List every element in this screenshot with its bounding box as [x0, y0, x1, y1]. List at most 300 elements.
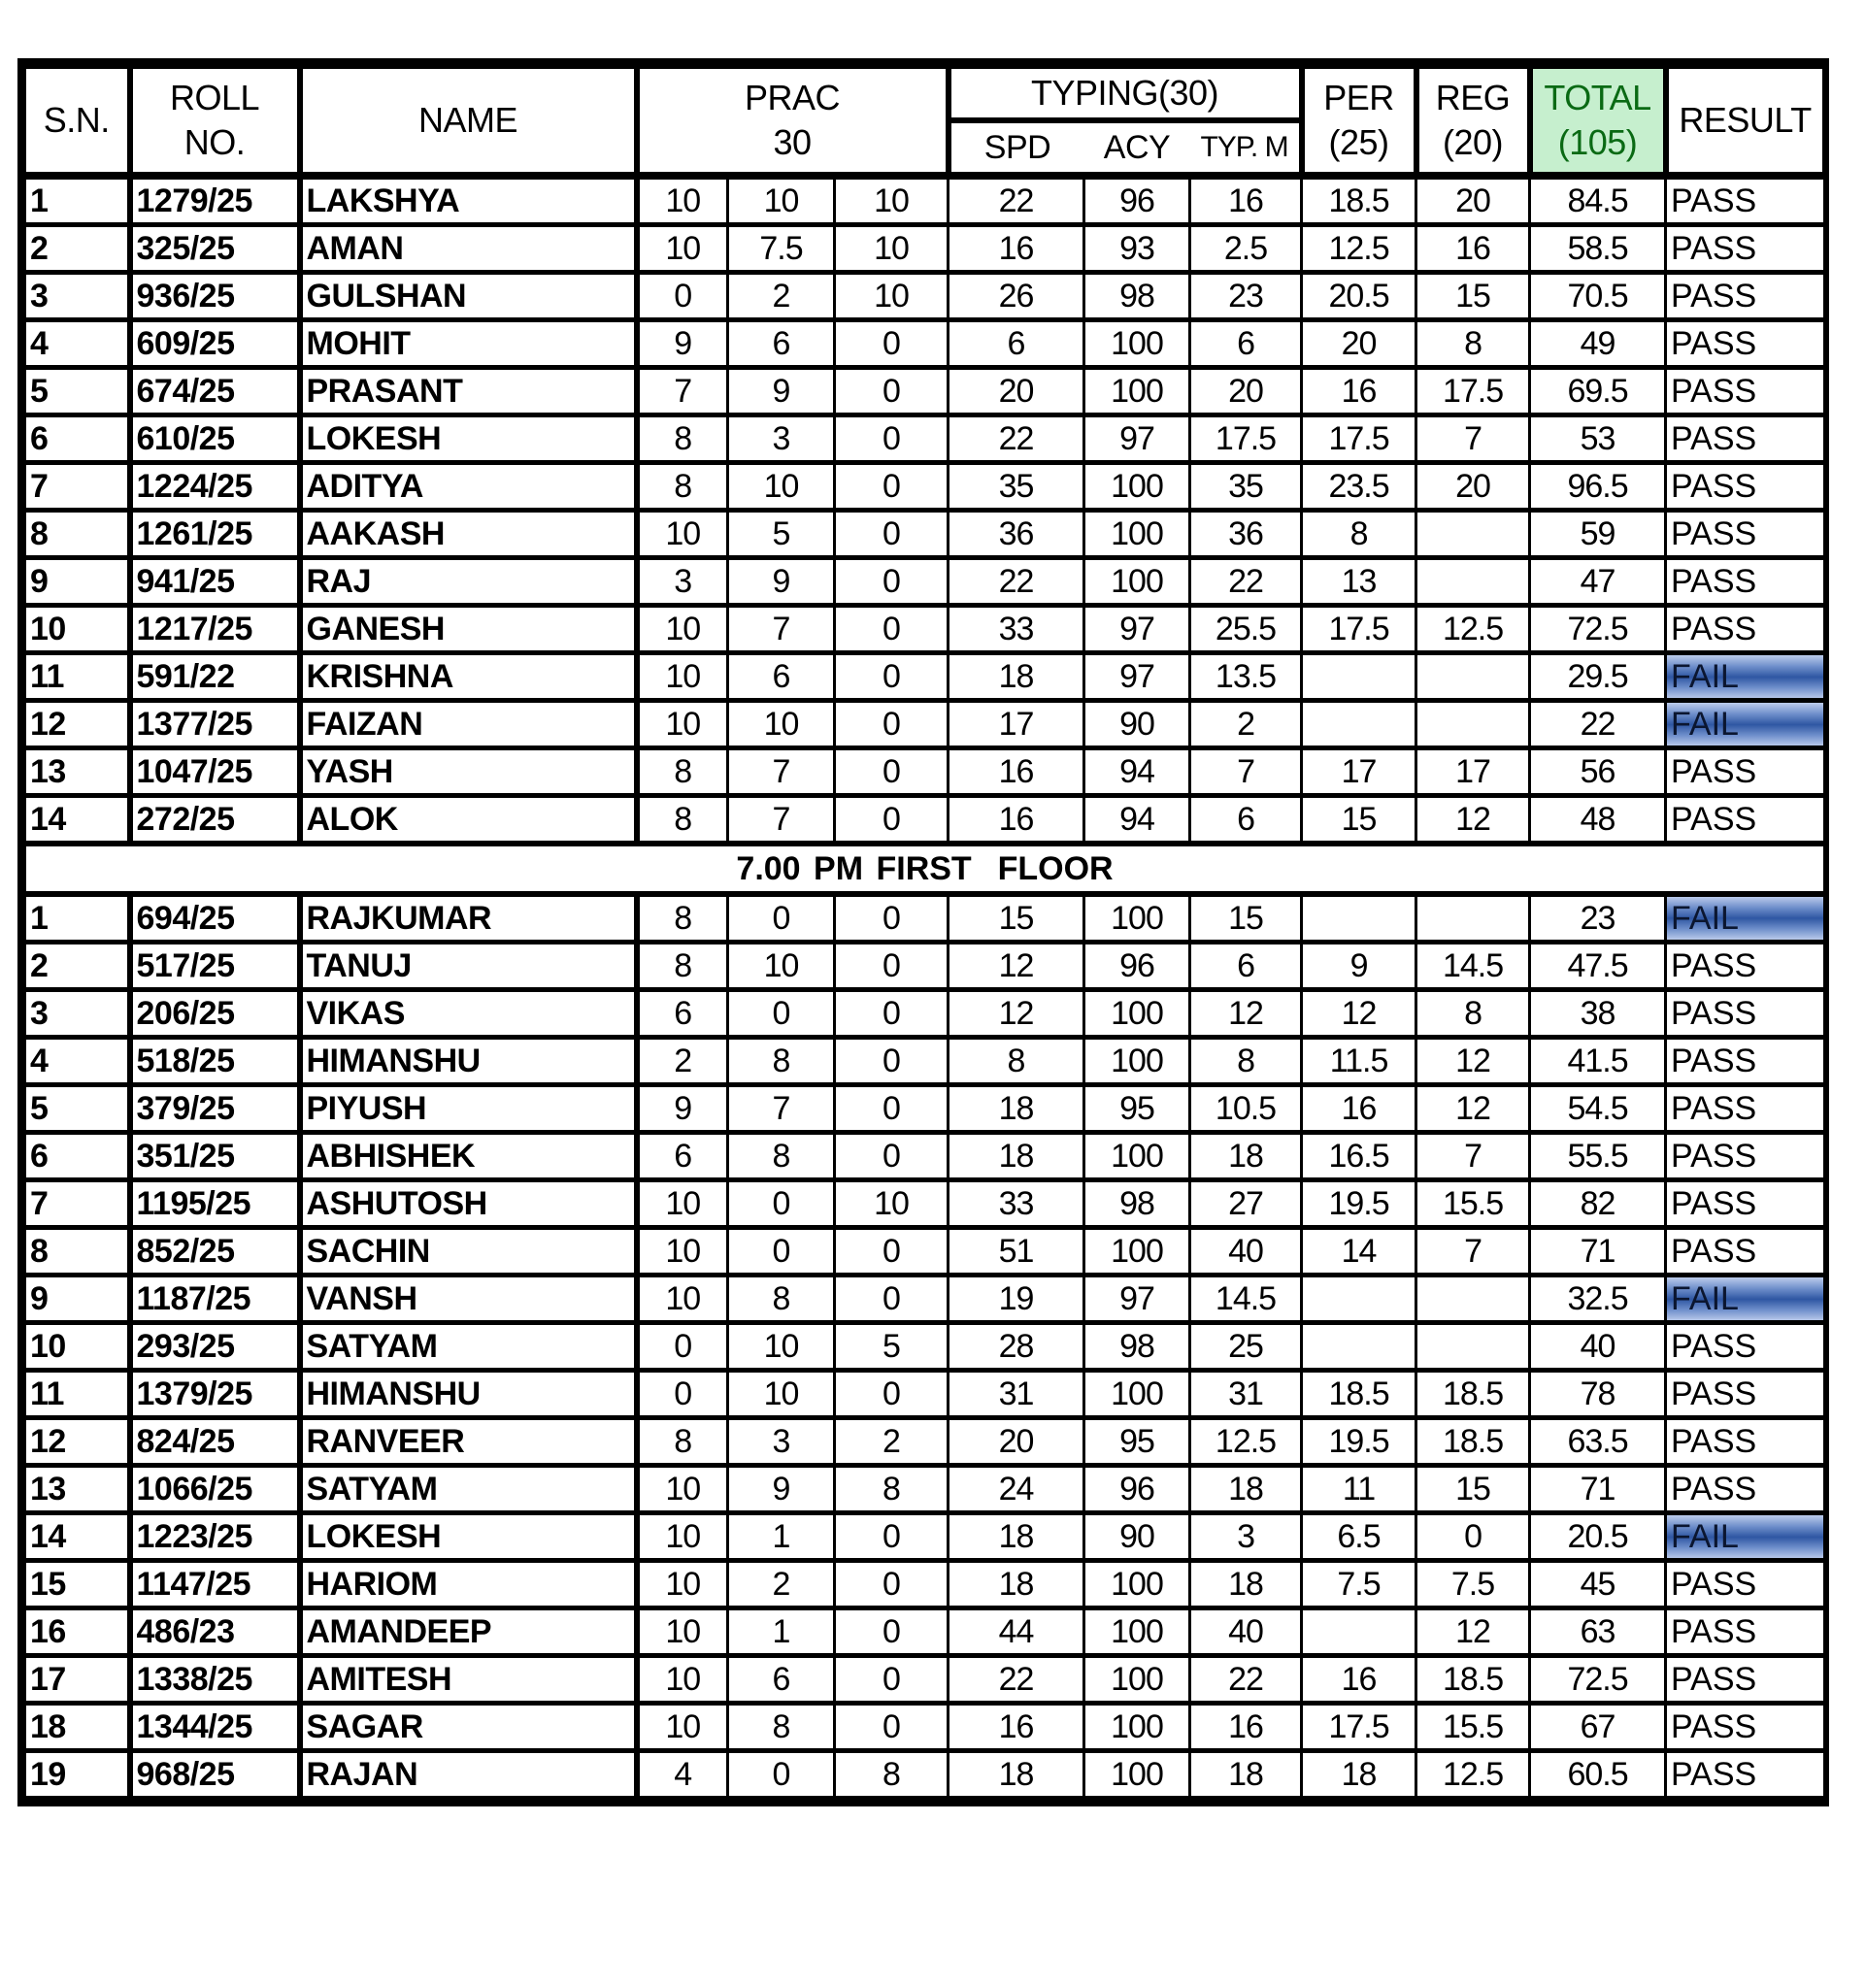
cell-p1: 0 — [637, 1323, 728, 1371]
cell-p3: 8 — [835, 1466, 949, 1513]
student-row — [25, 463, 1825, 511]
cell-roll: 272/25 — [130, 796, 300, 845]
cell-per: 11.5 — [1302, 1038, 1416, 1085]
cell-spd: 6 — [949, 320, 1084, 368]
cell-p3: 0 — [835, 1133, 949, 1180]
cell-name: YASH — [300, 748, 637, 796]
cell-name: AMITESH — [300, 1656, 637, 1704]
cell-typm: 22 — [1190, 558, 1302, 606]
cell-typm: 22 — [1190, 1656, 1302, 1704]
cell-total: 53 — [1530, 415, 1666, 463]
cell-p3: 0 — [835, 796, 949, 845]
cell-spd: 22 — [949, 558, 1084, 606]
cell-reg: 12 — [1416, 796, 1530, 845]
cell-result: FAIL — [1666, 1276, 1825, 1323]
cell-per: 19.5 — [1302, 1180, 1416, 1228]
cell-roll: 1344/25 — [130, 1704, 300, 1751]
cell-sn: 6 — [25, 415, 130, 463]
cell-spd: 19 — [949, 1276, 1084, 1323]
cell-total: 71 — [1530, 1466, 1666, 1513]
cell-total: 70.5 — [1530, 273, 1666, 320]
student-row — [25, 415, 1825, 463]
cell-sn: 4 — [25, 1038, 130, 1085]
cell-per: 16 — [1302, 1085, 1416, 1133]
cell-p2: 9 — [728, 558, 835, 606]
cell-roll: 1377/25 — [130, 701, 300, 748]
cell-p1: 10 — [637, 1228, 728, 1276]
student-row — [25, 368, 1825, 415]
cell-sn: 6 — [25, 1133, 130, 1180]
student-row — [25, 1180, 1825, 1228]
cell-spd: 20 — [949, 368, 1084, 415]
cell-per: 16 — [1302, 1656, 1416, 1704]
cell-name: LOKESH — [300, 1513, 637, 1561]
cell-p3: 0 — [835, 1704, 949, 1751]
cell-spd: 15 — [949, 894, 1084, 943]
cell-acy: 100 — [1084, 1656, 1190, 1704]
cell-sn: 10 — [25, 1323, 130, 1371]
cell-p2: 7 — [728, 796, 835, 845]
cell-name: ASHUTOSH — [300, 1180, 637, 1228]
cell-typm: 18 — [1190, 1133, 1302, 1180]
cell-p3: 5 — [835, 1323, 949, 1371]
student-row — [25, 273, 1825, 320]
cell-result: PASS — [1666, 1704, 1825, 1751]
cell-roll: 1338/25 — [130, 1656, 300, 1704]
cell-acy: 95 — [1084, 1418, 1190, 1466]
header-per — [1302, 67, 1416, 177]
cell-spd: 16 — [949, 225, 1084, 273]
cell-name: AMANDEEP — [300, 1608, 637, 1656]
cell-name: VANSH — [300, 1276, 637, 1323]
cell-per: 9 — [1302, 943, 1416, 990]
cell-p2: 10 — [728, 701, 835, 748]
student-row — [25, 225, 1825, 273]
cell-per: 17.5 — [1302, 1704, 1416, 1751]
cell-reg: 20 — [1416, 463, 1530, 511]
cell-spd: 31 — [949, 1371, 1084, 1418]
cell-roll: 1147/25 — [130, 1561, 300, 1608]
student-row — [25, 1276, 1825, 1323]
cell-sn: 7 — [25, 1180, 130, 1228]
header-total — [1530, 67, 1666, 177]
header-typing-group: TYPING(30) — [949, 67, 1302, 121]
student-row — [25, 1513, 1825, 1561]
cell-p3: 0 — [835, 653, 949, 701]
cell-result: PASS — [1666, 511, 1825, 558]
header-sn: S.N. — [25, 67, 130, 177]
cell-spd: 20 — [949, 1418, 1084, 1466]
cell-result: PASS — [1666, 225, 1825, 273]
cell-acy: 100 — [1084, 1704, 1190, 1751]
cell-typm: 2 — [1190, 701, 1302, 748]
cell-p1: 10 — [637, 1561, 728, 1608]
cell-result: PASS — [1666, 1751, 1825, 1799]
cell-name: SATYAM — [300, 1466, 637, 1513]
cell-per — [1302, 1323, 1416, 1371]
cell-sn: 12 — [25, 1418, 130, 1466]
cell-acy: 96 — [1084, 943, 1190, 990]
cell-acy: 98 — [1084, 1180, 1190, 1228]
cell-acy: 93 — [1084, 225, 1190, 273]
section-title: 7.00 PM FIRST FLOOR — [25, 844, 1825, 894]
cell-result: FAIL — [1666, 1513, 1825, 1561]
header-reg-line2: (20) — [1443, 122, 1504, 162]
cell-p1: 9 — [637, 1085, 728, 1133]
cell-typm: 14.5 — [1190, 1276, 1302, 1323]
cell-spd: 22 — [949, 176, 1084, 225]
cell-p3: 0 — [835, 415, 949, 463]
cell-sn: 18 — [25, 1704, 130, 1751]
cell-p1: 10 — [637, 511, 728, 558]
cell-p3: 0 — [835, 511, 949, 558]
cell-name: RAJ — [300, 558, 637, 606]
student-row — [25, 1608, 1825, 1656]
cell-sn: 16 — [25, 1608, 130, 1656]
cell-result: PASS — [1666, 796, 1825, 845]
cell-per: 7.5 — [1302, 1561, 1416, 1608]
cell-result: FAIL — [1666, 894, 1825, 943]
cell-spd: 18 — [949, 1561, 1084, 1608]
cell-p1: 10 — [637, 225, 728, 273]
cell-per: 23.5 — [1302, 463, 1416, 511]
cell-typm: 23 — [1190, 273, 1302, 320]
cell-p2: 10 — [728, 1371, 835, 1418]
header-typ-m: TYP. M — [1190, 120, 1302, 176]
cell-sn: 5 — [25, 368, 130, 415]
cell-total: 84.5 — [1530, 176, 1666, 225]
cell-total: 20.5 — [1530, 1513, 1666, 1561]
header-per-line1: PER — [1323, 78, 1394, 117]
cell-acy: 100 — [1084, 320, 1190, 368]
cell-sn: 2 — [25, 943, 130, 990]
cell-result: PASS — [1666, 320, 1825, 368]
header-prac — [637, 67, 949, 177]
cell-p1: 10 — [637, 606, 728, 653]
cell-p1: 10 — [637, 1656, 728, 1704]
cell-reg: 17 — [1416, 748, 1530, 796]
cell-total: 72.5 — [1530, 1656, 1666, 1704]
cell-total: 56 — [1530, 748, 1666, 796]
cell-roll: 936/25 — [130, 273, 300, 320]
cell-p1: 10 — [637, 701, 728, 748]
student-row — [25, 653, 1825, 701]
cell-per: 19.5 — [1302, 1418, 1416, 1466]
cell-name: SAGAR — [300, 1704, 637, 1751]
cell-typm: 18 — [1190, 1561, 1302, 1608]
cell-result: PASS — [1666, 368, 1825, 415]
cell-spd: 44 — [949, 1608, 1084, 1656]
cell-acy: 97 — [1084, 1276, 1190, 1323]
cell-spd: 18 — [949, 1085, 1084, 1133]
cell-p2: 10 — [728, 1323, 835, 1371]
cell-name: HIMANSHU — [300, 1038, 637, 1085]
cell-roll: 968/25 — [130, 1751, 300, 1799]
cell-acy: 100 — [1084, 1608, 1190, 1656]
cell-spd: 18 — [949, 653, 1084, 701]
cell-total: 32.5 — [1530, 1276, 1666, 1323]
cell-per: 11 — [1302, 1466, 1416, 1513]
cell-total: 49 — [1530, 320, 1666, 368]
cell-name: AAKASH — [300, 511, 637, 558]
cell-total: 67 — [1530, 1704, 1666, 1751]
cell-result: PASS — [1666, 1371, 1825, 1418]
cell-name: AMAN — [300, 225, 637, 273]
student-row — [25, 320, 1825, 368]
cell-roll: 1379/25 — [130, 1371, 300, 1418]
cell-p3: 0 — [835, 1608, 949, 1656]
student-row — [25, 943, 1825, 990]
cell-total: 96.5 — [1530, 463, 1666, 511]
cell-p3: 0 — [835, 894, 949, 943]
cell-roll: 1279/25 — [130, 176, 300, 225]
cell-result: FAIL — [1666, 653, 1825, 701]
cell-result: FAIL — [1666, 701, 1825, 748]
cell-total: 47.5 — [1530, 943, 1666, 990]
cell-typm: 16 — [1190, 176, 1302, 225]
cell-p1: 3 — [637, 558, 728, 606]
cell-spd: 18 — [949, 1751, 1084, 1799]
cell-result: PASS — [1666, 1038, 1825, 1085]
cell-p2: 1 — [728, 1608, 835, 1656]
cell-p1: 8 — [637, 415, 728, 463]
cell-name: PIYUSH — [300, 1085, 637, 1133]
cell-roll: 206/25 — [130, 990, 300, 1038]
header-reg-line1: REG — [1435, 78, 1511, 117]
cell-total: 41.5 — [1530, 1038, 1666, 1085]
cell-p2: 7.5 — [728, 225, 835, 273]
cell-sn: 12 — [25, 701, 130, 748]
section-title-row — [25, 844, 1825, 894]
student-row — [25, 701, 1825, 748]
cell-typm: 25.5 — [1190, 606, 1302, 653]
cell-p3: 0 — [835, 990, 949, 1038]
cell-p2: 0 — [728, 990, 835, 1038]
cell-result: PASS — [1666, 273, 1825, 320]
cell-result: PASS — [1666, 1085, 1825, 1133]
cell-roll: 852/25 — [130, 1228, 300, 1276]
cell-acy: 100 — [1084, 1371, 1190, 1418]
cell-p1: 10 — [637, 1466, 728, 1513]
cell-sn: 2 — [25, 225, 130, 273]
cell-roll: 609/25 — [130, 320, 300, 368]
student-row — [25, 1418, 1825, 1466]
cell-acy: 100 — [1084, 511, 1190, 558]
header-roll-line2: NO. — [183, 122, 246, 162]
cell-p2: 10 — [728, 943, 835, 990]
cell-roll: 486/23 — [130, 1608, 300, 1656]
cell-result: PASS — [1666, 1608, 1825, 1656]
cell-p1: 8 — [637, 748, 728, 796]
cell-roll: 379/25 — [130, 1085, 300, 1133]
cell-sn: 11 — [25, 653, 130, 701]
cell-per: 20.5 — [1302, 273, 1416, 320]
cell-typm: 12 — [1190, 990, 1302, 1038]
cell-roll: 1261/25 — [130, 511, 300, 558]
cell-p1: 10 — [637, 653, 728, 701]
cell-result: PASS — [1666, 415, 1825, 463]
cell-p2: 7 — [728, 1085, 835, 1133]
cell-p3: 8 — [835, 1751, 949, 1799]
cell-roll: 293/25 — [130, 1323, 300, 1371]
cell-spd: 12 — [949, 943, 1084, 990]
header-prac-line2: 30 — [773, 122, 812, 162]
cell-typm: 10.5 — [1190, 1085, 1302, 1133]
cell-p3: 0 — [835, 943, 949, 990]
cell-reg — [1416, 894, 1530, 943]
student-row — [25, 1323, 1825, 1371]
cell-p1: 10 — [637, 1513, 728, 1561]
cell-sn: 14 — [25, 1513, 130, 1561]
cell-typm: 2.5 — [1190, 225, 1302, 273]
cell-result: PASS — [1666, 943, 1825, 990]
cell-per: 14 — [1302, 1228, 1416, 1276]
cell-roll: 517/25 — [130, 943, 300, 990]
cell-per: 6.5 — [1302, 1513, 1416, 1561]
cell-p2: 7 — [728, 606, 835, 653]
cell-roll: 1047/25 — [130, 748, 300, 796]
cell-reg: 7 — [1416, 1133, 1530, 1180]
cell-total: 45 — [1530, 1561, 1666, 1608]
student-row — [25, 1085, 1825, 1133]
cell-sn: 5 — [25, 1085, 130, 1133]
cell-per — [1302, 1276, 1416, 1323]
cell-roll: 941/25 — [130, 558, 300, 606]
student-row — [25, 748, 1825, 796]
cell-p3: 0 — [835, 463, 949, 511]
cell-name: SACHIN — [300, 1228, 637, 1276]
cell-sn: 14 — [25, 796, 130, 845]
cell-name: KRISHNA — [300, 653, 637, 701]
cell-spd: 16 — [949, 748, 1084, 796]
student-row — [25, 894, 1825, 943]
cell-per: 17.5 — [1302, 606, 1416, 653]
student-row — [25, 606, 1825, 653]
cell-p1: 6 — [637, 990, 728, 1038]
cell-p1: 4 — [637, 1751, 728, 1799]
cell-p3: 0 — [835, 606, 949, 653]
cell-p2: 1 — [728, 1513, 835, 1561]
cell-p2: 0 — [728, 1180, 835, 1228]
cell-sn: 10 — [25, 606, 130, 653]
cell-acy: 100 — [1084, 1133, 1190, 1180]
cell-total: 60.5 — [1530, 1751, 1666, 1799]
cell-result: PASS — [1666, 1323, 1825, 1371]
header-result: RESULT — [1666, 67, 1825, 177]
header-roll-no — [130, 67, 300, 177]
cell-sn: 7 — [25, 463, 130, 511]
cell-name: LAKSHYA — [300, 176, 637, 225]
cell-spd: 16 — [949, 1704, 1084, 1751]
cell-total: 47 — [1530, 558, 1666, 606]
cell-p3: 10 — [835, 1180, 949, 1228]
student-row — [25, 1466, 1825, 1513]
cell-reg: 15 — [1416, 1466, 1530, 1513]
cell-reg: 20 — [1416, 176, 1530, 225]
cell-typm: 15 — [1190, 894, 1302, 943]
cell-p3: 0 — [835, 558, 949, 606]
cell-total: 59 — [1530, 511, 1666, 558]
cell-per: 18 — [1302, 1751, 1416, 1799]
cell-p3: 0 — [835, 1656, 949, 1704]
cell-p2: 6 — [728, 320, 835, 368]
cell-reg: 14.5 — [1416, 943, 1530, 990]
cell-name: VIKAS — [300, 990, 637, 1038]
cell-sn: 8 — [25, 511, 130, 558]
cell-typm: 12.5 — [1190, 1418, 1302, 1466]
cell-name: HARIOM — [300, 1561, 637, 1608]
header-total-line1: TOTAL — [1544, 78, 1651, 117]
cell-acy: 100 — [1084, 1561, 1190, 1608]
cell-acy: 98 — [1084, 273, 1190, 320]
cell-spd: 33 — [949, 606, 1084, 653]
cell-roll: 824/25 — [130, 1418, 300, 1466]
cell-p2: 9 — [728, 1466, 835, 1513]
cell-name: RAJKUMAR — [300, 894, 637, 943]
cell-typm: 25 — [1190, 1323, 1302, 1371]
cell-roll: 694/25 — [130, 894, 300, 943]
cell-name: HIMANSHU — [300, 1371, 637, 1418]
cell-sn: 13 — [25, 748, 130, 796]
cell-reg: 12.5 — [1416, 606, 1530, 653]
cell-roll: 610/25 — [130, 415, 300, 463]
cell-total: 22 — [1530, 701, 1666, 748]
cell-reg: 7 — [1416, 1228, 1530, 1276]
cell-per — [1302, 653, 1416, 701]
student-row — [25, 1228, 1825, 1276]
cell-result: PASS — [1666, 463, 1825, 511]
cell-result: PASS — [1666, 1418, 1825, 1466]
cell-total: 55.5 — [1530, 1133, 1666, 1180]
cell-p1: 8 — [637, 796, 728, 845]
cell-typm: 18 — [1190, 1751, 1302, 1799]
results-table — [23, 64, 1828, 1801]
cell-reg — [1416, 701, 1530, 748]
cell-p3: 0 — [835, 1228, 949, 1276]
cell-per: 8 — [1302, 511, 1416, 558]
student-row — [25, 176, 1825, 225]
cell-acy: 90 — [1084, 701, 1190, 748]
cell-total: 38 — [1530, 990, 1666, 1038]
cell-acy: 96 — [1084, 1466, 1190, 1513]
cell-typm: 16 — [1190, 1704, 1302, 1751]
cell-reg: 12 — [1416, 1608, 1530, 1656]
cell-spd: 17 — [949, 701, 1084, 748]
student-row — [25, 990, 1825, 1038]
cell-reg — [1416, 1276, 1530, 1323]
cell-sn: 11 — [25, 1371, 130, 1418]
cell-name: LOKESH — [300, 415, 637, 463]
cell-per: 12 — [1302, 990, 1416, 1038]
cell-total: 69.5 — [1530, 368, 1666, 415]
cell-p1: 0 — [637, 1371, 728, 1418]
cell-sn: 4 — [25, 320, 130, 368]
cell-name: ADITYA — [300, 463, 637, 511]
cell-total: 63.5 — [1530, 1418, 1666, 1466]
cell-acy: 97 — [1084, 415, 1190, 463]
cell-per: 15 — [1302, 796, 1416, 845]
header-row-top — [25, 67, 1825, 121]
cell-spd: 18 — [949, 1133, 1084, 1180]
cell-p2: 10 — [728, 176, 835, 225]
cell-per: 16 — [1302, 368, 1416, 415]
cell-sn: 1 — [25, 894, 130, 943]
cell-p2: 8 — [728, 1038, 835, 1085]
cell-p2: 8 — [728, 1704, 835, 1751]
cell-name: RANVEER — [300, 1418, 637, 1466]
cell-sn: 15 — [25, 1561, 130, 1608]
cell-typm: 6 — [1190, 796, 1302, 845]
